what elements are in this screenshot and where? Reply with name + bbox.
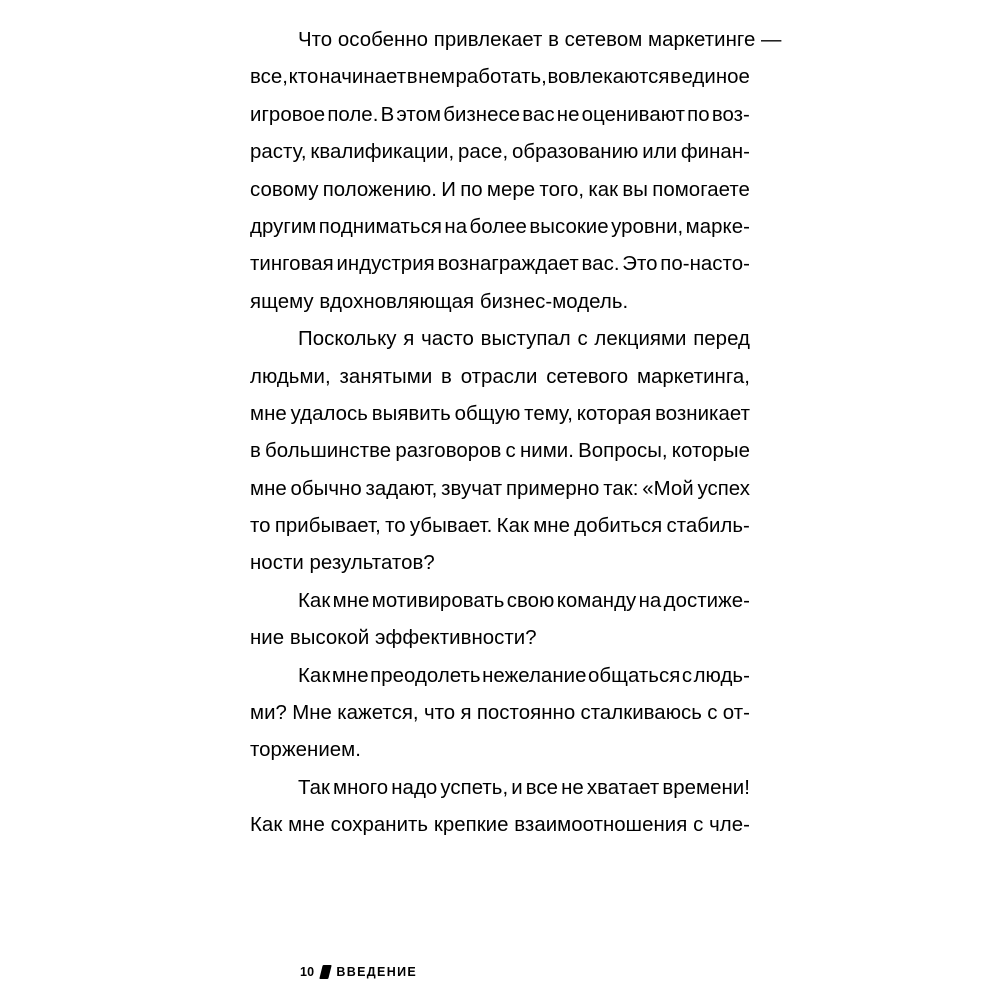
word: мне	[288, 814, 325, 837]
text-line	[250, 695, 750, 732]
word: с	[681, 664, 693, 687]
word: на	[444, 215, 468, 238]
word: ними.	[519, 440, 574, 463]
word: воз-	[711, 103, 750, 126]
word: вы	[622, 178, 648, 201]
word: все	[525, 776, 559, 799]
word: мне	[533, 515, 571, 538]
word: разговоров	[395, 440, 502, 463]
word: лекциями	[594, 328, 687, 351]
word: много	[333, 776, 389, 799]
word: вас.	[581, 253, 620, 276]
text-line	[250, 807, 750, 844]
word: И	[441, 178, 456, 201]
word: я	[460, 702, 472, 725]
text-line	[250, 209, 750, 246]
word: уровни,	[611, 215, 684, 238]
word: убывает.	[409, 515, 493, 538]
word: с	[693, 814, 704, 837]
text-line	[250, 583, 750, 620]
word: на	[638, 589, 662, 612]
word: возникает	[655, 402, 750, 425]
word: высокой	[289, 627, 370, 650]
word: с	[577, 328, 588, 351]
word: вдохновляющая	[319, 290, 475, 313]
word: задают,	[365, 477, 438, 500]
word: сталкиваюсь	[580, 702, 702, 725]
body-text-column	[250, 22, 782, 845]
word: поле.	[327, 103, 379, 126]
footer-page-number: 10	[300, 964, 315, 979]
word: тему,	[524, 402, 573, 425]
word: в	[441, 365, 452, 388]
word: перед	[693, 328, 750, 351]
word: стабиль-	[666, 515, 750, 538]
word: занятыми	[339, 365, 433, 388]
word: достиже-	[663, 589, 750, 612]
word: положению.	[322, 178, 437, 201]
text-line	[250, 545, 750, 582]
word: кто	[288, 66, 319, 89]
word: часто	[421, 328, 474, 351]
word: образованию	[512, 141, 639, 164]
word: Вопросы,	[578, 440, 668, 463]
word: более	[469, 215, 527, 238]
word: мне	[332, 589, 370, 612]
word: ми?	[250, 702, 287, 725]
word: расту,	[250, 141, 307, 164]
word: успех	[697, 477, 750, 500]
word: большинстве	[265, 440, 392, 463]
word: помогаете	[652, 178, 750, 201]
word: с	[505, 440, 516, 463]
word: все,	[250, 66, 289, 89]
word: то	[385, 515, 406, 538]
text-line	[250, 770, 750, 807]
word: добиться	[574, 515, 663, 538]
word: нем	[418, 66, 455, 89]
text-line	[250, 396, 750, 433]
word: того,	[539, 178, 585, 201]
word: Так	[298, 776, 330, 799]
word: чле-	[709, 814, 750, 837]
word: В	[380, 103, 395, 126]
word: другим	[250, 215, 317, 238]
word: звучат	[441, 477, 503, 500]
word: ние	[250, 627, 285, 650]
word: начинает	[318, 66, 407, 89]
word: которые	[671, 440, 750, 463]
word: расе,	[458, 141, 509, 164]
text-line	[250, 433, 750, 470]
word: вовлекаются	[547, 66, 670, 89]
word: удалось	[290, 402, 368, 425]
word: или	[642, 141, 678, 164]
word: совому	[250, 178, 319, 201]
paragraph	[250, 22, 782, 321]
footer-section-title: ВВЕДЕНИЕ	[336, 964, 418, 979]
word: этом	[396, 103, 442, 126]
word: прибывает,	[274, 515, 381, 538]
word: я	[403, 328, 415, 351]
text-line	[250, 97, 750, 134]
word: отрасли	[460, 365, 538, 388]
word: мне	[331, 664, 369, 687]
word: в	[670, 66, 681, 89]
word: преодолеть	[370, 664, 481, 687]
word: по	[687, 103, 710, 126]
word: марке-	[685, 215, 750, 238]
text-line	[250, 134, 750, 171]
slash-mark-icon	[320, 965, 332, 979]
word: хватает	[586, 776, 660, 799]
word: надо	[391, 776, 438, 799]
word: общаться	[588, 664, 681, 687]
word: оценивают	[581, 103, 685, 126]
word: выявить	[371, 402, 451, 425]
word: бизнесе	[443, 103, 521, 126]
word: маркетинга,	[636, 365, 750, 388]
word: как	[588, 178, 619, 201]
word: высокие	[529, 215, 609, 238]
word: людьми,	[250, 365, 331, 388]
word: мне	[250, 402, 287, 425]
word: Это	[622, 253, 658, 276]
word: мне	[250, 477, 287, 500]
word: мере	[486, 178, 536, 201]
word: Мне	[292, 702, 332, 725]
word: взаимоотношения	[514, 814, 688, 837]
word: по	[460, 178, 483, 201]
word: то	[250, 515, 271, 538]
word: индустрия	[336, 253, 435, 276]
word: примерно	[505, 477, 600, 500]
word: привлекает	[433, 29, 543, 51]
word: выступал	[480, 328, 571, 351]
running-footer	[300, 963, 417, 981]
word: результатов?	[309, 552, 435, 575]
word: которая	[576, 402, 652, 425]
word: по-насто-	[660, 253, 750, 276]
word: тинговая	[250, 253, 334, 276]
word: мотивировать	[371, 589, 505, 612]
word: в	[250, 440, 261, 463]
word: вознаграждает	[437, 253, 579, 276]
word: в	[548, 29, 559, 51]
word: эффективности?	[375, 627, 537, 650]
text-line	[250, 732, 750, 769]
word: финан-	[680, 141, 750, 164]
word: квалификации,	[310, 141, 455, 164]
word: Что	[298, 29, 333, 51]
paragraph	[250, 583, 750, 658]
word: команду	[556, 589, 637, 612]
word: —	[761, 29, 782, 51]
word: успеть,	[440, 776, 509, 799]
word: что	[423, 702, 456, 725]
word: кажется,	[337, 702, 419, 725]
word: Поскольку	[298, 328, 397, 351]
paragraph	[250, 770, 750, 845]
text-line	[250, 246, 750, 283]
word: от-	[722, 702, 750, 725]
word: Как	[496, 515, 529, 538]
text-line	[250, 59, 750, 96]
text-line	[250, 508, 750, 545]
word: свою	[506, 589, 555, 612]
word: Как	[250, 814, 283, 837]
text-line	[250, 658, 750, 695]
text-line	[250, 284, 750, 321]
text-line	[250, 620, 750, 657]
word: Как	[298, 589, 331, 612]
word: обычно	[290, 477, 362, 500]
word: ящему	[250, 290, 314, 313]
word: времени!	[662, 776, 750, 799]
word: маркетинге	[648, 29, 756, 51]
paragraph	[250, 658, 750, 770]
word: Как	[298, 664, 331, 687]
word: не	[561, 776, 584, 799]
word: сохранить	[330, 814, 429, 837]
word: особенно	[337, 29, 429, 51]
word: людь-	[693, 664, 750, 687]
word: бизнес-модель.	[479, 290, 629, 313]
text-line	[250, 359, 750, 396]
text-line	[250, 172, 750, 209]
text-line	[250, 471, 750, 508]
word: сетевого	[546, 365, 629, 388]
word: так:	[603, 477, 639, 500]
word: торжением.	[250, 739, 361, 762]
text-line	[250, 22, 782, 59]
word: игровое	[250, 103, 326, 126]
word: подниматься	[318, 215, 442, 238]
word: и	[511, 776, 523, 799]
word: единое	[681, 66, 750, 89]
text-line	[250, 321, 750, 358]
paragraph	[250, 321, 750, 583]
word: в	[406, 66, 418, 89]
word: вас	[522, 103, 555, 126]
word: сетевом	[564, 29, 643, 51]
word: нежелание	[482, 664, 587, 687]
word: «Мой	[642, 477, 694, 500]
word: работать,	[455, 66, 547, 89]
word: крепкие	[433, 814, 509, 837]
word: не	[556, 103, 580, 126]
word: с	[707, 702, 718, 725]
word: общую	[454, 402, 521, 425]
word: постоянно	[476, 702, 576, 725]
word: ности	[250, 552, 304, 575]
